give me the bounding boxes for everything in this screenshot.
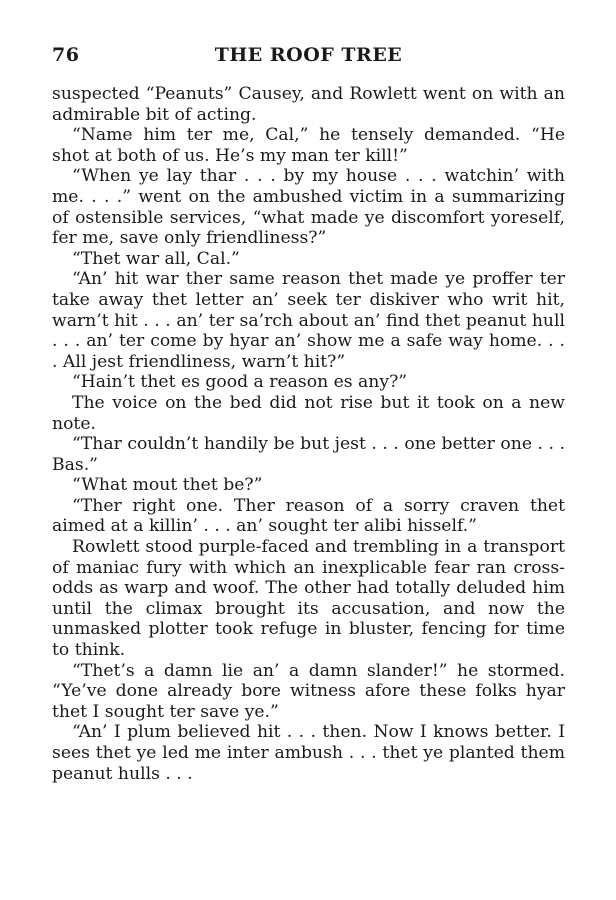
paragraph: suspected “Peanuts” Causey, and Rowlett went on with an admirable bit of acting. <box>52 84 565 125</box>
paragraph: “An’ I plum believed hit . . . then. Now I knows better. I sees thet ye led me inter ambush . . . thet ye planted them peanut hulls . . . <box>52 722 565 784</box>
paragraph: “What mout thet be?” <box>72 475 263 496</box>
paragraph: Rowlett stood purple-faced and trembling in a transport of maniac fury with which an inexplicable fear ran cross-odds as warp and woof. The other had totally deluded him until the climax brought its accusation, and now the unmasked plotter took refuge in bluster, fencing for time to think. <box>52 537 565 661</box>
running-title: THE ROOF TREE <box>214 44 403 66</box>
paragraph: “An’ hit war ther same reason thet made ye proffer ter take away thet letter an’ seek ter diskiver who writ hit, warn’t hit . . . an’ ter sa’rch about an’ find thet peanut hull . . . an’ ter come by hyar an’ show me a safe way home. . . . All jest friendliness, warn’t hit?” <box>52 269 565 372</box>
paragraph: “Name him ter me, Cal,” he tensely demanded. “He shot at both of us. He’s my man ter kill!” <box>52 125 565 166</box>
paragraph: “Thet’s a damn lie an’ a damn slander!” he stormed. “Ye’ve done already bore witness afore these folks hyar thet I sought ter save ye.” <box>52 660 565 722</box>
page-header <box>52 44 565 70</box>
paragraph: The voice on the bed did not rise but it took on a new note. <box>52 392 565 434</box>
page-number: 76 <box>52 44 80 66</box>
paragraph: “Hain’t thet es good a reason es any?” <box>72 372 408 393</box>
paragraph: “Thet war all, Cal.” <box>72 248 240 269</box>
paragraph: “Ther right one. Ther reason of a sorry craven thet aimed at a killin’ . . . an’ sought ter alibi hisself.” <box>52 495 565 537</box>
paragraph: “When ye lay thar . . . by my house . . . watchin’ with me. . . .” went on the ambushed victim in a summarizing of ostensible services, “what made ye discomfort yoreself, fer me, save only friendliness?” <box>52 166 565 249</box>
body-text <box>52 84 565 784</box>
book-page <box>52 44 565 784</box>
paragraph: “Thar couldn’t handily be but jest . . . one better one . . . Bas.” <box>52 434 565 475</box>
